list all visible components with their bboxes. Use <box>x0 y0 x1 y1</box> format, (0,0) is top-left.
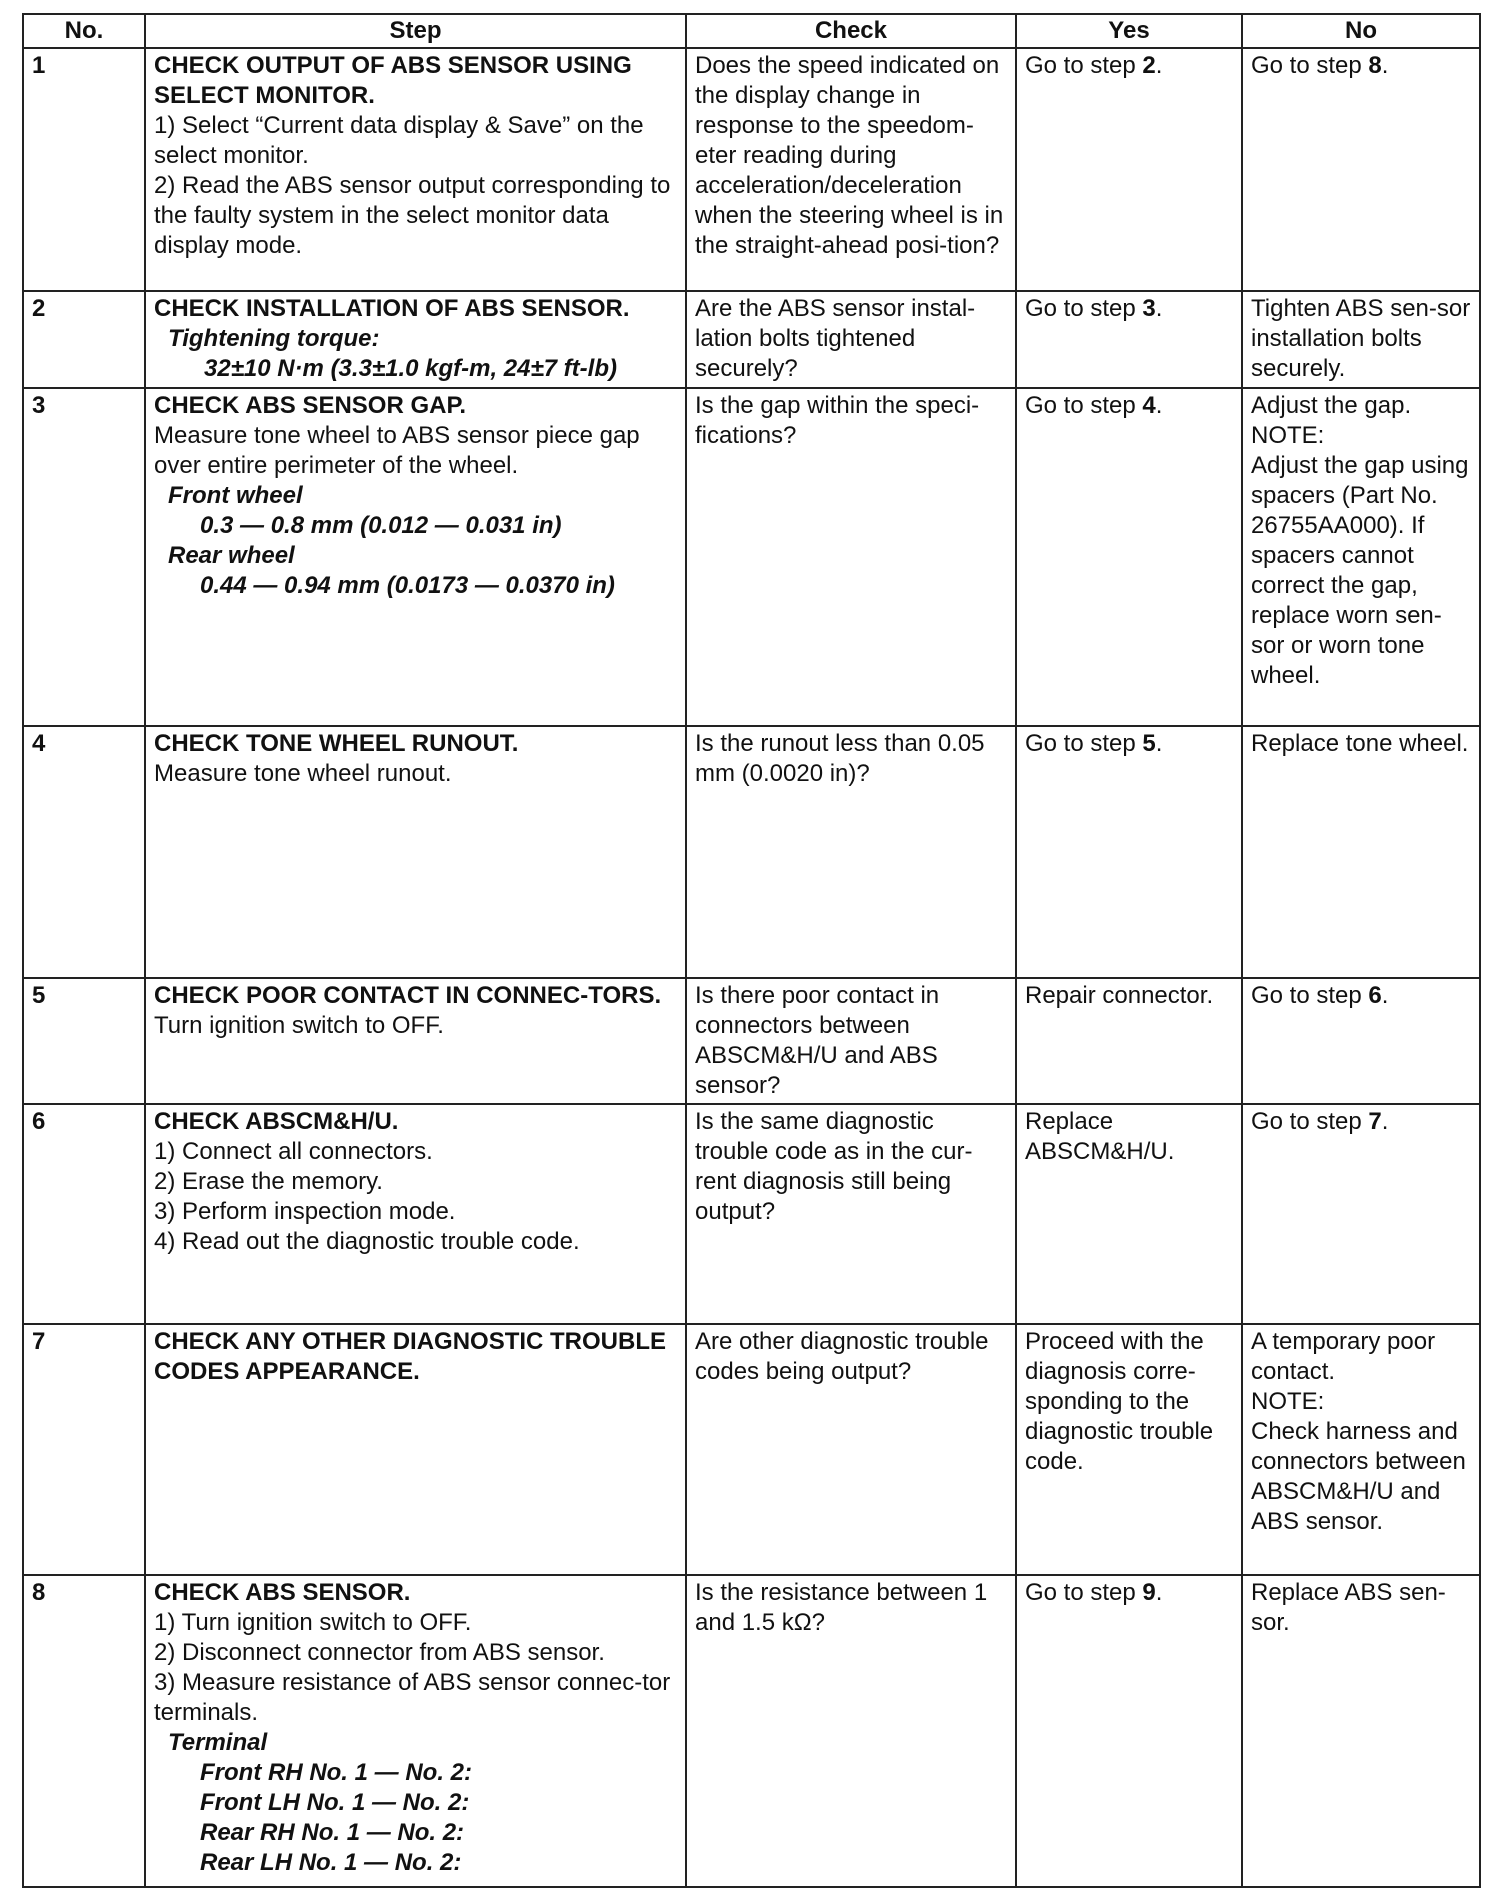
yes-cell <box>1016 291 1242 388</box>
yes-step-ref: 5 <box>1142 730 1156 758</box>
yes-suffix: . <box>1155 52 1163 79</box>
yes-prefix: Go to step <box>1025 1579 1143 1607</box>
terminal-spec: Front LH No. 1 — No. 2: <box>200 1789 470 1817</box>
yes-cell: Repair connector. <box>1016 978 1242 1105</box>
step-cell <box>145 291 686 388</box>
no-prefix: Go to step <box>1251 52 1369 79</box>
yes-suffix: . <box>1155 392 1163 420</box>
header-check: Check <box>686 14 1016 48</box>
yes-cell <box>1016 726 1242 978</box>
step-title: CHECK ABS SENSOR GAP. <box>154 392 467 420</box>
note-label: NOTE: <box>1251 1387 1325 1415</box>
no-suffix: . <box>1381 1108 1389 1136</box>
step-title: CHECK ANY OTHER DIAGNOSTIC TROUBLE CODES APPEARANCE. <box>154 1327 667 1385</box>
spec-label: Tightening torque: <box>168 325 380 353</box>
spec-value: 32±10 N·m (3.3±1.0 kgf-m, 24±7 ft-lb) <box>204 355 617 383</box>
yes-cell: Proceed with the diagnosis corre-sponding to the diagnostic trouble code. <box>1016 1324 1242 1576</box>
spec-label: Front wheel <box>168 482 303 510</box>
check-cell: Are the ABS sensor instal-lation bolts tightened securely? <box>686 291 1016 388</box>
step-number: 3 <box>23 388 145 726</box>
step-instruction: 1) Turn ignition switch to OFF. <box>154 1609 472 1637</box>
step-number: 2 <box>23 291 145 388</box>
step-number: 4 <box>23 726 145 978</box>
table-row <box>23 1575 1480 1887</box>
spec-label: Terminal <box>168 1729 268 1757</box>
no-prefix: Go to step <box>1251 1108 1369 1136</box>
table-row <box>23 48 1480 291</box>
diagnostic-table <box>22 13 1481 1888</box>
yes-step-ref: 2 <box>1142 52 1156 79</box>
check-cell: Is the resistance between 1 and 1.5 kΩ? <box>686 1575 1016 1887</box>
step-cell <box>145 48 686 291</box>
yes-cell <box>1016 388 1242 726</box>
step-cell <box>145 1324 686 1576</box>
step-instruction: 3) Perform inspection mode. <box>154 1198 456 1226</box>
no-cell: Replace ABS sen-sor. <box>1242 1575 1480 1887</box>
step-number: 1 <box>23 48 145 291</box>
no-suffix: . <box>1381 52 1389 79</box>
no-cell <box>1242 48 1480 291</box>
terminal-spec: Rear LH No. 1 — No. 2: <box>200 1849 462 1877</box>
step-number: 8 <box>23 1575 145 1887</box>
step-number: 7 <box>23 1324 145 1576</box>
step-cell <box>145 726 686 978</box>
no-cell: Replace tone wheel. <box>1242 726 1480 978</box>
step-title: CHECK ABSCM&H/U. <box>154 1108 399 1136</box>
step-cell <box>145 1104 686 1323</box>
check-cell: Are other diagnostic trouble codes being output? <box>686 1324 1016 1576</box>
yes-prefix: Go to step <box>1025 295 1143 323</box>
header-no: No. <box>23 14 145 48</box>
yes-cell <box>1016 48 1242 291</box>
step-instruction: 2) Erase the memory. <box>154 1168 383 1196</box>
spec-label: Rear wheel <box>168 542 295 570</box>
step-number: 6 <box>23 1104 145 1323</box>
step-title: CHECK TONE WHEEL RUNOUT. <box>154 730 519 758</box>
yes-prefix: Go to step <box>1025 392 1143 420</box>
check-cell: Is the same diagnostic trouble code as in the cur-rent diagnosis still being output? <box>686 1104 1016 1323</box>
terminal-spec: Front RH No. 1 — No. 2: <box>200 1759 472 1787</box>
no-step-ref: 8 <box>1368 52 1382 79</box>
no-cell <box>1242 978 1480 1105</box>
header-step: Step <box>145 14 686 48</box>
step-instruction: Turn ignition switch to OFF. <box>154 1011 444 1039</box>
no-cell <box>1242 388 1480 726</box>
no-prefix: Go to step <box>1251 981 1369 1009</box>
note-text: Adjust the gap using spacers (Part No. 26755AA000). If spacers cannot correct the gap, replace worn sen-sor or worn tone wheel. <box>1251 452 1469 690</box>
yes-suffix: . <box>1155 1579 1163 1607</box>
step-instruction: 4) Read out the diagnostic trouble code. <box>154 1228 580 1256</box>
step-cell <box>145 978 686 1105</box>
yes-step-ref: 9 <box>1142 1579 1156 1607</box>
no-step-ref: 6 <box>1368 981 1382 1009</box>
no-suffix: . <box>1381 981 1389 1009</box>
yes-step-ref: 3 <box>1142 295 1156 323</box>
step-cell <box>145 388 686 726</box>
step-title: CHECK OUTPUT OF ABS SENSOR USING SELECT MONITOR. <box>154 52 632 109</box>
check-cell: Is the gap within the speci-fications? <box>686 388 1016 726</box>
no-action: A temporary poor contact. <box>1251 1327 1436 1385</box>
check-cell: Does the speed indicated on the display change in response to the speedom-eter reading during acceleration/deceleration when the steering wheel is in the straight-ahead posi-tion? <box>686 48 1016 291</box>
spec-value: 0.44 — 0.94 mm (0.0173 — 0.0370 in) <box>200 572 615 600</box>
table-row <box>23 1104 1480 1323</box>
step-title: CHECK INSTALLATION OF ABS SENSOR. <box>154 295 630 323</box>
step-instruction: 1) Connect all connectors. <box>154 1138 433 1166</box>
step-title: CHECK ABS SENSOR. <box>154 1579 411 1607</box>
table-row <box>23 388 1480 726</box>
yes-suffix: . <box>1155 295 1163 323</box>
check-cell: Is there poor contact in connectors between ABSCM&H/U and ABS sensor? <box>686 978 1016 1105</box>
table-row <box>23 291 1480 388</box>
no-step-ref: 7 <box>1368 1108 1382 1136</box>
note-text: Check harness and connectors between ABSCM&H/U and ABS sensor. <box>1251 1417 1466 1535</box>
step-instruction: 3) Measure resistance of ABS sensor connec-tor terminals. <box>154 1669 671 1727</box>
step-number: 5 <box>23 978 145 1105</box>
step-instruction: 2) Disconnect connector from ABS sensor. <box>154 1639 605 1667</box>
header-no-result: No <box>1242 14 1480 48</box>
header-row <box>23 14 1480 48</box>
step-instruction: Measure tone wheel runout. <box>154 760 452 788</box>
step-instruction: Measure tone wheel to ABS sensor piece gap over entire perimeter of the wheel. <box>154 422 640 480</box>
table-row <box>23 978 1480 1105</box>
yes-step-ref: 4 <box>1142 392 1156 420</box>
step-instruction: 2) Read the ABS sensor output corresponding to the faulty system in the select monitor data display mode. <box>154 172 671 259</box>
spec-value: 0.3 — 0.8 mm (0.012 — 0.031 in) <box>200 512 562 540</box>
no-cell <box>1242 1104 1480 1323</box>
table-row <box>23 726 1480 978</box>
header-yes: Yes <box>1016 14 1242 48</box>
no-cell <box>1242 1324 1480 1576</box>
step-title: CHECK POOR CONTACT IN CONNEC-TORS. <box>154 981 662 1009</box>
yes-cell: Replace ABSCM&H/U. <box>1016 1104 1242 1323</box>
yes-suffix: . <box>1155 730 1163 758</box>
check-cell: Is the runout less than 0.05 mm (0.0020 in)? <box>686 726 1016 978</box>
note-label: NOTE: <box>1251 422 1325 450</box>
yes-cell <box>1016 1575 1242 1887</box>
terminal-spec: Rear RH No. 1 — No. 2: <box>200 1819 465 1847</box>
no-action: Adjust the gap. <box>1251 392 1412 420</box>
table-row <box>23 1324 1480 1576</box>
step-instruction: 1) Select “Current data display & Save” on the select monitor. <box>154 112 644 169</box>
step-cell <box>145 1575 686 1887</box>
yes-prefix: Go to step <box>1025 52 1143 79</box>
no-cell: Tighten ABS sen-sor installation bolts securely. <box>1242 291 1480 388</box>
yes-prefix: Go to step <box>1025 730 1143 758</box>
